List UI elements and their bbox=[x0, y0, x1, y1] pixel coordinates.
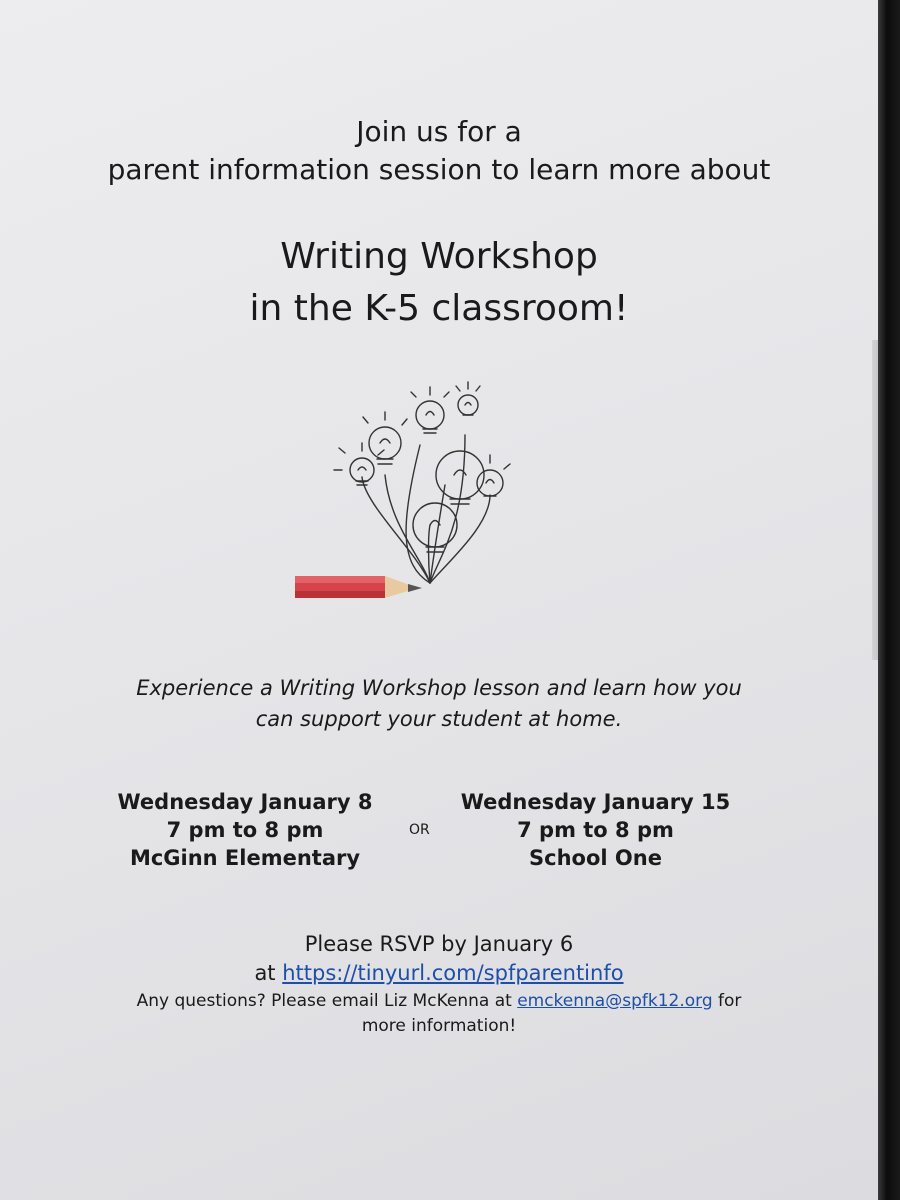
title-line-2: in the K-5 classroom! bbox=[249, 288, 629, 329]
session-2-day: Wednesday January 15 bbox=[460, 790, 731, 814]
pencil-lightbulbs-icon bbox=[290, 375, 520, 615]
or-label: OR bbox=[409, 822, 430, 838]
intro-line-1: Join us for a bbox=[356, 115, 522, 148]
contact-prefix: Any questions? Please email Liz McKenna at bbox=[136, 991, 518, 1011]
description-line-1: Experience a Writing Workshop lesson and learn how you bbox=[136, 676, 742, 700]
session-2-location: School One bbox=[529, 846, 662, 870]
rsvp-deadline: Please RSVP by January 6 bbox=[304, 932, 574, 956]
session-1-day: Wednesday January 8 bbox=[117, 790, 373, 814]
contact-line bbox=[0, 989, 878, 1013]
rsvp-link[interactable]: https://tinyurl.com/spfparentinfo bbox=[282, 961, 624, 985]
intro-line-2: parent information session to learn more about bbox=[107, 153, 771, 186]
email-link[interactable]: emckenna@spfk12.org bbox=[517, 991, 713, 1011]
session-2-time: 7 pm to 8 pm bbox=[517, 818, 674, 842]
session-1 bbox=[105, 788, 385, 872]
background-edge bbox=[878, 0, 900, 1200]
contact-line-2: more information! bbox=[361, 1016, 517, 1036]
rsvp-at-prefix: at bbox=[254, 961, 283, 985]
session-1-time: 7 pm to 8 pm bbox=[166, 818, 324, 842]
session-2 bbox=[448, 788, 743, 872]
session-1-location: McGinn Elementary bbox=[129, 846, 361, 870]
rsvp-url-line bbox=[0, 958, 878, 988]
title-line-1: Writing Workshop bbox=[280, 236, 598, 277]
contact-suffix: for bbox=[712, 991, 742, 1011]
description-line-2: can support your student at home. bbox=[255, 707, 623, 731]
